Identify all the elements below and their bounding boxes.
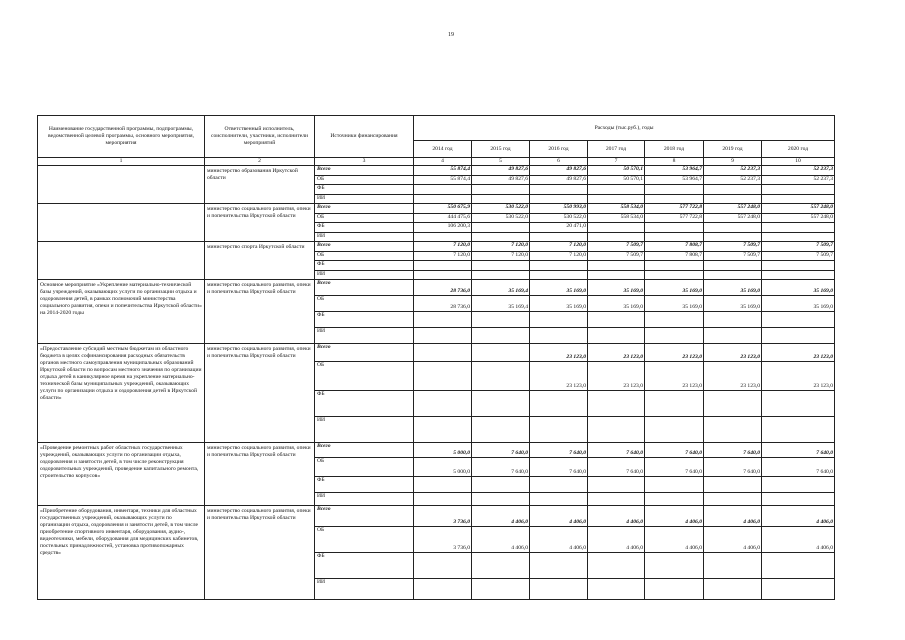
amount-cell <box>530 328 588 344</box>
amount-cell <box>472 261 530 271</box>
amount-cell <box>588 417 645 443</box>
amount-cell <box>414 261 472 271</box>
amount-cell: 4 406,0 <box>704 506 762 527</box>
amount-cell: 7 640,0 <box>762 443 835 458</box>
amount-cell: 35 169,4 <box>472 296 530 312</box>
amount-cell: 7 120,0 <box>530 242 588 252</box>
amount-cell: 5 000,0 <box>414 458 472 477</box>
amount-cell <box>762 477 835 493</box>
amount-cell <box>588 312 645 328</box>
amount-cell: 557 248,0 <box>704 213 762 223</box>
amount-cell <box>645 328 704 344</box>
amount-cell: 23 123,0 <box>762 362 835 391</box>
amount-cell <box>414 344 472 362</box>
amount-cell <box>472 312 530 328</box>
header-index: 6 <box>530 158 588 166</box>
header-index: 7 <box>588 158 645 166</box>
amount-cell <box>472 417 530 443</box>
amount-cell <box>530 493 588 506</box>
amount-cell <box>414 232 472 242</box>
funding-source: ФБ <box>315 312 414 328</box>
amount-cell <box>472 232 530 242</box>
amount-cell <box>530 194 588 204</box>
amount-cell: 49 827,6 <box>530 175 588 185</box>
amount-cell <box>588 328 645 344</box>
funding-source: ОБ <box>315 251 414 261</box>
amount-cell: 7 640,0 <box>588 458 645 477</box>
amount-cell: 4 406,0 <box>645 527 704 553</box>
amount-cell: 530 522,0 <box>530 213 588 223</box>
amount-cell <box>645 185 704 195</box>
amount-cell <box>588 391 645 417</box>
amount-cell <box>588 270 645 280</box>
amount-cell <box>530 270 588 280</box>
amount-cell: 577 722,8 <box>645 213 704 223</box>
amount-cell: 558 534,0 <box>588 204 645 214</box>
amount-cell: 530 522,0 <box>472 213 530 223</box>
amount-cell <box>645 391 704 417</box>
table-row <box>38 344 835 362</box>
amount-cell: 7 640,0 <box>530 443 588 458</box>
amount-cell <box>472 391 530 417</box>
activity-name <box>38 242 205 280</box>
amount-cell: 4 406,0 <box>645 506 704 527</box>
amount-cell <box>414 270 472 280</box>
funding-source: ФБ <box>315 261 414 271</box>
amount-cell: 550 993,0 <box>530 204 588 214</box>
amount-cell <box>762 579 835 600</box>
amount-cell <box>530 553 588 579</box>
amount-cell: 35 169,0 <box>645 280 704 296</box>
executor-name: министерство образования Иркутской области <box>205 166 315 204</box>
funding-source: ФБ <box>315 185 414 195</box>
activity-name <box>38 166 205 204</box>
funding-source: ОБ <box>315 527 414 553</box>
amount-cell: 35 169,0 <box>762 280 835 296</box>
amount-cell <box>645 579 704 600</box>
amount-cell: 23 123,0 <box>530 344 588 362</box>
funding-source: Всего <box>315 443 414 458</box>
header-index: 3 <box>315 158 414 166</box>
amount-cell: 7 640,0 <box>704 443 762 458</box>
funding-source: ИИ <box>315 417 414 443</box>
executor-name: министерство спорта Иркутской области <box>205 242 315 280</box>
amount-cell <box>472 493 530 506</box>
funding-source: ОБ <box>315 362 414 391</box>
amount-cell <box>762 417 835 443</box>
amount-cell: 4 406,0 <box>530 506 588 527</box>
amount-cell: 7 640,0 <box>472 458 530 477</box>
table-row <box>38 443 835 458</box>
amount-cell <box>762 270 835 280</box>
amount-cell <box>762 391 835 417</box>
executor-name: министерство социального развития, опеки и попечительства Иркутской области <box>205 280 315 344</box>
executor-name: министерство социального развития, опеки и попечительства Иркутской области <box>205 443 315 506</box>
table-row <box>38 204 835 214</box>
amount-cell: 52 237,3 <box>762 175 835 185</box>
header-index: 1 <box>38 158 205 166</box>
amount-cell <box>414 391 472 417</box>
header-expenses: Расходы (тыс.руб.), годы <box>414 116 835 141</box>
amount-cell: 577 722,8 <box>645 204 704 214</box>
amount-cell <box>645 261 704 271</box>
amount-cell: 7 640,0 <box>530 458 588 477</box>
amount-cell <box>472 270 530 280</box>
amount-cell <box>414 493 472 506</box>
activity-name: «Предоставление субсидий местным бюджетам из областного бюджета в целях софинансирования расходных обязательств органов местного самоуправления муниципальных образований Иркутской области по вопросам местного значения по организации отдыха детей в каникулярное время на укрепление материально-технической базы муниципальных учреждений, оказывающих услуги по организации отдыха и оздоровления детей в Иркутской области» <box>38 344 205 443</box>
amount-cell <box>645 553 704 579</box>
amount-cell: 7 640,0 <box>588 443 645 458</box>
amount-cell: 49 827,6 <box>472 166 530 176</box>
amount-cell: 7 640,0 <box>704 458 762 477</box>
amount-cell: 7 509,7 <box>704 242 762 252</box>
amount-cell: 53 964,7 <box>645 175 704 185</box>
amount-cell: 23 123,0 <box>762 344 835 362</box>
amount-cell: 7 120,0 <box>472 242 530 252</box>
amount-cell <box>472 328 530 344</box>
header-year: 2015 год <box>472 141 530 158</box>
funding-source: ИИ <box>315 579 414 600</box>
amount-cell: 28 736,0 <box>414 296 472 312</box>
amount-cell: 49 827,6 <box>472 175 530 185</box>
amount-cell: 28 736,0 <box>414 280 472 296</box>
page-number: 19 <box>448 32 454 38</box>
amount-cell <box>645 477 704 493</box>
funding-source: ОБ <box>315 296 414 312</box>
amount-cell <box>704 270 762 280</box>
amount-cell <box>588 261 645 271</box>
funding-source: ОБ <box>315 213 414 223</box>
amount-cell: 7 640,0 <box>645 443 704 458</box>
header-year: 2014 год <box>414 141 472 158</box>
header-year: 2016 год <box>530 141 588 158</box>
amount-cell: 35 169,0 <box>704 296 762 312</box>
amount-cell: 52 237,3 <box>762 166 835 176</box>
amount-cell: 7 120,0 <box>414 242 472 252</box>
funding-source: ИИ <box>315 232 414 242</box>
amount-cell <box>704 553 762 579</box>
amount-cell: 5 000,0 <box>414 443 472 458</box>
amount-cell: 7 808,7 <box>645 251 704 261</box>
header-row <box>38 116 835 141</box>
amount-cell: 23 123,0 <box>530 362 588 391</box>
amount-cell: 557 248,0 <box>762 204 835 214</box>
amount-cell <box>704 579 762 600</box>
amount-cell: 55 874,4 <box>414 175 472 185</box>
amount-cell <box>530 185 588 195</box>
amount-cell <box>704 477 762 493</box>
amount-cell: 4 406,0 <box>472 506 530 527</box>
amount-cell <box>762 194 835 204</box>
amount-cell <box>762 261 835 271</box>
amount-cell <box>762 312 835 328</box>
amount-cell <box>472 477 530 493</box>
amount-cell: 7 509,7 <box>588 242 645 252</box>
amount-cell <box>414 417 472 443</box>
amount-cell <box>704 194 762 204</box>
amount-cell: 4 406,0 <box>588 506 645 527</box>
funding-source: ИИ <box>315 328 414 344</box>
amount-cell <box>588 493 645 506</box>
amount-cell <box>414 579 472 600</box>
amount-cell: 35 169,0 <box>588 280 645 296</box>
header-year: 2017 год <box>588 141 645 158</box>
amount-cell <box>414 553 472 579</box>
amount-cell <box>762 232 835 242</box>
amount-cell <box>414 194 472 204</box>
amount-cell <box>645 493 704 506</box>
header-year: 2020 год <box>762 141 835 158</box>
amount-cell <box>704 185 762 195</box>
amount-cell: 530 522,0 <box>472 204 530 214</box>
amount-cell: 35 169,0 <box>645 296 704 312</box>
amount-cell: 4 406,0 <box>588 527 645 553</box>
amount-cell <box>704 328 762 344</box>
amount-cell <box>588 185 645 195</box>
amount-cell <box>472 185 530 195</box>
amount-cell: 52 237,3 <box>704 166 762 176</box>
table-row <box>38 506 835 527</box>
activity-name: Основное мероприятие «Укрепление материально-технической базы учреждений, оказывающих услуги по организации отдыха и оздоровления детей, в рамках полномочий министерства социального развития, опеки и попечительства Иркутской области» на 2014-2020 годы <box>38 280 205 344</box>
amount-cell: 7 509,7 <box>762 242 835 252</box>
header-index: 10 <box>762 158 835 166</box>
amount-cell: 7 640,0 <box>645 458 704 477</box>
amount-cell <box>588 579 645 600</box>
amount-cell <box>704 493 762 506</box>
funding-source: ИИ <box>315 194 414 204</box>
funding-source: ОБ <box>315 458 414 477</box>
executor-name: министерство социального развития, опеки и попечительства Иркутской области <box>205 344 315 443</box>
activity-name <box>38 204 205 242</box>
amount-cell <box>588 223 645 233</box>
activity-name: «Проведение ремонтных работ областных государственных учреждений, оказывающих услуги по организации отдыха, оздоровления и занятости детей, в том числе реконструкция оздоровительных учреждений, проведение капитального ремонта, строительство корпусов» <box>38 443 205 506</box>
header-index: 4 <box>414 158 472 166</box>
amount-cell <box>414 328 472 344</box>
amount-cell: 4 406,0 <box>762 506 835 527</box>
funding-source: ФБ <box>315 391 414 417</box>
amount-cell <box>472 223 530 233</box>
amount-cell <box>762 553 835 579</box>
amount-cell <box>530 579 588 600</box>
amount-cell <box>588 477 645 493</box>
amount-cell: 53 964,7 <box>645 166 704 176</box>
amount-cell: 557 248,0 <box>704 204 762 214</box>
amount-cell: 20 471,0 <box>530 223 588 233</box>
amount-cell <box>645 312 704 328</box>
header-index: 8 <box>645 158 704 166</box>
amount-cell <box>588 194 645 204</box>
amount-cell: 7 120,0 <box>472 251 530 261</box>
amount-cell: 558 534,0 <box>588 213 645 223</box>
amount-cell <box>762 185 835 195</box>
header-index: 2 <box>205 158 315 166</box>
amount-cell: 444 475,6 <box>414 213 472 223</box>
amount-cell: 7 509,7 <box>762 251 835 261</box>
activity-name: «Приобретение оборудования, инвентаря, техники для областных государственных учреждений, оказывающих услуги по организации отдыха, оздоровления и занятости детей, в том числе приобретение спортивного инвентаря, оборудования, аудио-, видеотехники, мебели, оборудования для медицинских кабинетов, постельных принадлежностей, установка противопожарных средств» <box>38 506 205 600</box>
amount-cell <box>414 362 472 391</box>
header-source: Источники финансирования <box>315 116 414 158</box>
amount-cell: 23 123,0 <box>588 362 645 391</box>
executor-name: министерство социального развития, опеки и попечительства Иркутской области <box>205 506 315 600</box>
amount-cell <box>414 312 472 328</box>
amount-cell <box>704 417 762 443</box>
funding-source: ФБ <box>315 553 414 579</box>
amount-cell <box>645 232 704 242</box>
funding-source: Всего <box>315 242 414 252</box>
amount-cell <box>588 232 645 242</box>
amount-cell: 557 248,0 <box>762 213 835 223</box>
amount-cell <box>588 553 645 579</box>
amount-cell: 7 509,7 <box>588 251 645 261</box>
funding-source: Всего <box>315 506 414 527</box>
budget-table <box>37 115 835 600</box>
amount-cell: 7 640,0 <box>472 443 530 458</box>
amount-cell <box>762 493 835 506</box>
amount-cell <box>704 261 762 271</box>
amount-cell: 35 169,4 <box>472 280 530 296</box>
amount-cell <box>472 362 530 391</box>
amount-cell <box>530 232 588 242</box>
executor-name: министерство социального развития, опеки и попечительства Иркутской области <box>205 204 315 242</box>
amount-cell <box>472 579 530 600</box>
header-index: 5 <box>472 158 530 166</box>
amount-cell: 7 808,7 <box>645 242 704 252</box>
header-name: Наименование государственной программы, подпрограммы, ведомственной целевой программы, основного мероприятия, мероприятия <box>38 116 205 158</box>
funding-source: ФБ <box>315 223 414 233</box>
amount-cell: 7 509,7 <box>704 251 762 261</box>
amount-cell <box>645 417 704 443</box>
funding-source: Всего <box>315 166 414 176</box>
header-index-row <box>38 158 835 166</box>
amount-cell: 7 120,0 <box>414 251 472 261</box>
amount-cell <box>414 185 472 195</box>
funding-source: ФБ <box>315 477 414 493</box>
amount-cell: 106 200,3 <box>414 223 472 233</box>
amount-cell: 23 123,0 <box>704 362 762 391</box>
amount-cell <box>762 223 835 233</box>
amount-cell <box>645 194 704 204</box>
amount-cell: 50 570,1 <box>588 166 645 176</box>
amount-cell <box>762 328 835 344</box>
amount-cell <box>530 391 588 417</box>
amount-cell: 4 406,0 <box>530 527 588 553</box>
amount-cell: 550 675,9 <box>414 204 472 214</box>
table-row <box>38 280 835 296</box>
amount-cell: 4 406,0 <box>704 527 762 553</box>
amount-cell <box>704 391 762 417</box>
amount-cell: 55 874,4 <box>414 166 472 176</box>
amount-cell: 4 406,0 <box>762 527 835 553</box>
amount-cell: 49 827,6 <box>530 166 588 176</box>
amount-cell: 35 169,0 <box>762 296 835 312</box>
funding-source: Всего <box>315 280 414 296</box>
amount-cell: 23 123,0 <box>704 344 762 362</box>
amount-cell: 52 237,3 <box>704 175 762 185</box>
funding-source: ИИ <box>315 270 414 280</box>
funding-source: Всего <box>315 204 414 214</box>
amount-cell <box>645 223 704 233</box>
amount-cell <box>645 270 704 280</box>
table-row <box>38 242 835 252</box>
amount-cell <box>472 344 530 362</box>
header-executor: Ответственный исполнитель, соисполнители, участники, исполнители мероприятий <box>205 116 315 158</box>
header-year: 2019 год <box>704 141 762 158</box>
amount-cell: 7 120,0 <box>530 251 588 261</box>
amount-cell: 35 169,0 <box>530 296 588 312</box>
amount-cell <box>530 417 588 443</box>
amount-cell <box>472 553 530 579</box>
funding-source: Всего <box>315 344 414 362</box>
amount-cell: 23 123,0 <box>645 362 704 391</box>
amount-cell: 3 736,0 <box>414 506 472 527</box>
amount-cell <box>704 312 762 328</box>
amount-cell: 35 169,0 <box>588 296 645 312</box>
amount-cell: 3 736,0 <box>414 527 472 553</box>
funding-source: ОБ <box>315 175 414 185</box>
header-index: 9 <box>704 158 762 166</box>
amount-cell <box>530 312 588 328</box>
funding-source: ИИ <box>315 493 414 506</box>
amount-cell: 7 640,0 <box>762 458 835 477</box>
amount-cell <box>530 261 588 271</box>
amount-cell: 50 570,1 <box>588 175 645 185</box>
amount-cell <box>472 194 530 204</box>
amount-cell: 23 123,0 <box>645 344 704 362</box>
amount-cell <box>704 232 762 242</box>
amount-cell <box>704 223 762 233</box>
table-row <box>38 166 835 176</box>
amount-cell <box>530 477 588 493</box>
amount-cell <box>414 477 472 493</box>
amount-cell: 4 406,0 <box>472 527 530 553</box>
header-year: 2018 год <box>645 141 704 158</box>
amount-cell: 35 169,0 <box>530 280 588 296</box>
amount-cell: 35 169,0 <box>704 280 762 296</box>
amount-cell: 23 123,0 <box>588 344 645 362</box>
